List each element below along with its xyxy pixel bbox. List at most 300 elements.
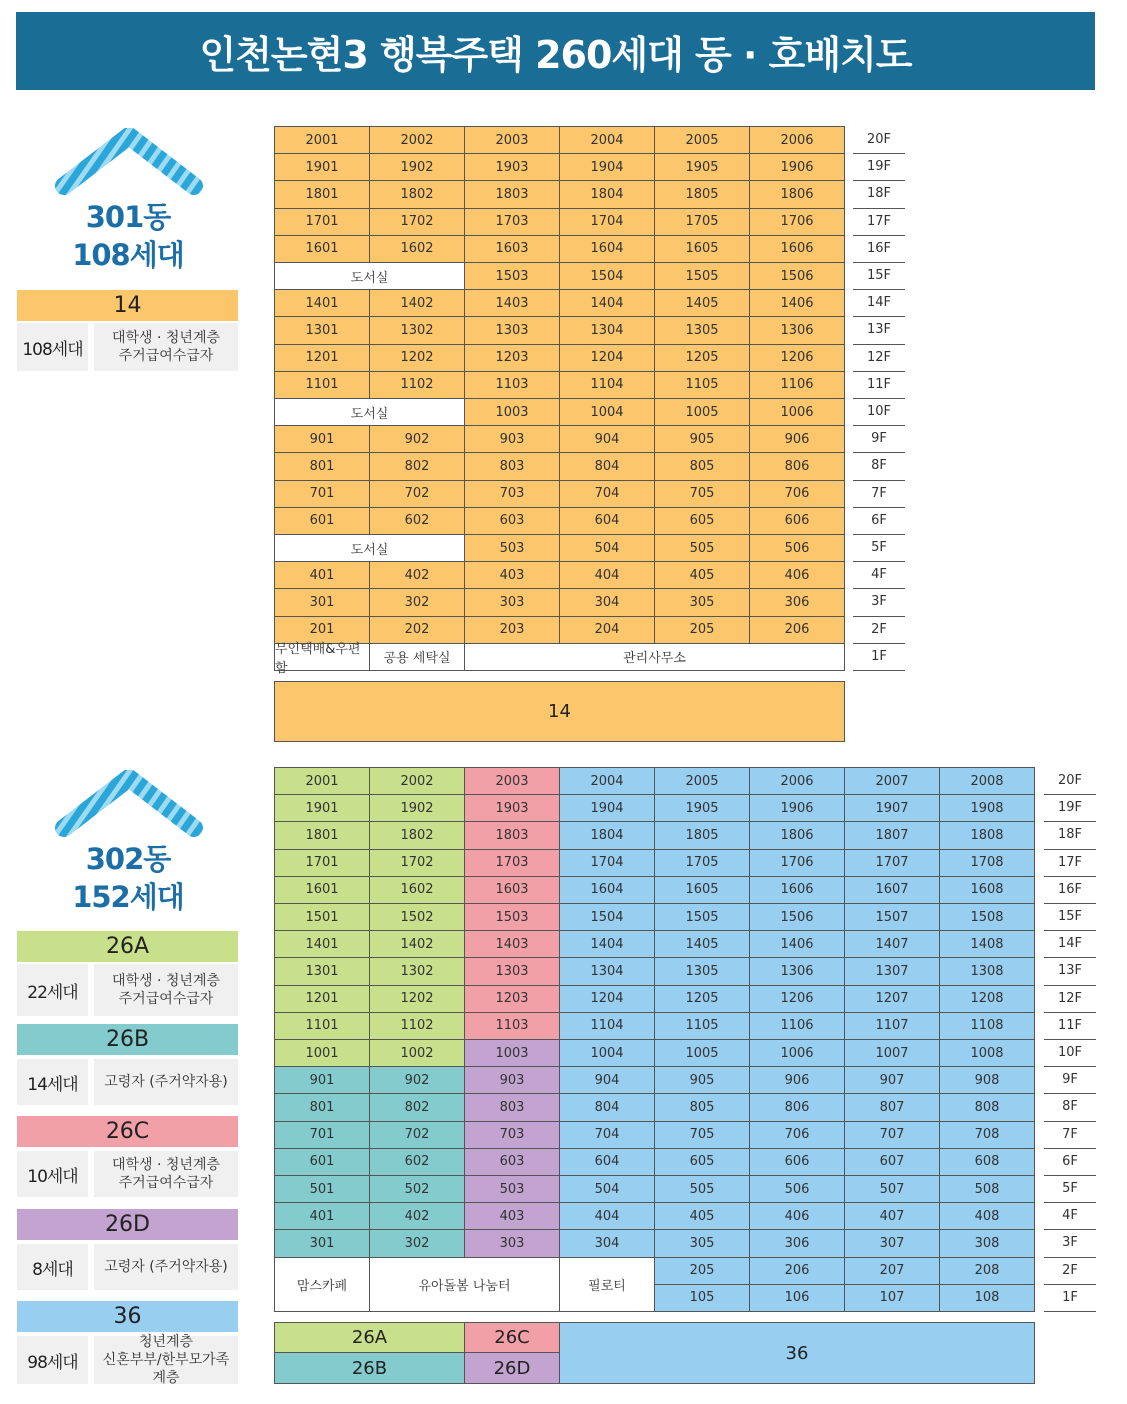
- unit-cell: 2003: [464, 767, 560, 795]
- unit-cell: 1501: [274, 903, 370, 931]
- unit-cell: 305: [654, 588, 750, 616]
- unit-cell: 305: [654, 1229, 750, 1257]
- unit-cell: 2001: [274, 767, 370, 795]
- unit-cell: 302: [369, 588, 465, 616]
- unit-cell: 1205: [654, 985, 750, 1013]
- floor-label: 5F: [853, 534, 905, 562]
- unit-cell: 1204: [559, 344, 655, 372]
- type-26a-footprint: 26A: [274, 1322, 465, 1353]
- unit-cell: 705: [654, 480, 750, 508]
- floor-label: 17F: [853, 208, 905, 236]
- unit-cell: 1608: [939, 876, 1035, 904]
- unit-cell: 1601: [274, 876, 370, 904]
- unit-cell: 904: [559, 425, 655, 453]
- type-26d-footprint: 26D: [464, 1352, 560, 1384]
- floor-label: 18F: [1044, 821, 1096, 849]
- unit-cell: 1703: [464, 208, 560, 236]
- unit-cell: 1706: [749, 849, 845, 877]
- unit-cell: 1203: [464, 344, 560, 372]
- unit-cell: 902: [369, 1066, 465, 1094]
- unit-cell: 905: [654, 425, 750, 453]
- floor-label: 20F: [853, 126, 905, 154]
- building-households: 152세대: [72, 880, 184, 914]
- unit-cell: 806: [749, 1093, 845, 1121]
- unit-cell: 1207: [844, 985, 940, 1013]
- unit-cell: 1104: [559, 1012, 655, 1040]
- type-36-footprint: 36: [559, 1322, 1035, 1384]
- unit-cell: 1301: [274, 316, 370, 344]
- floor-label: 1F: [853, 643, 905, 671]
- floor-label: 6F: [1044, 1148, 1096, 1176]
- library-room: 도서실: [274, 398, 465, 426]
- unit-cell: 405: [654, 561, 750, 589]
- unit-cell: 1306: [749, 316, 845, 344]
- unit-cell: 1503: [464, 262, 560, 290]
- floor-label: 7F: [1044, 1121, 1096, 1149]
- unit-cell: 508: [939, 1175, 1035, 1203]
- unit-cell: 1805: [654, 180, 750, 208]
- unit-cell: 706: [749, 1121, 845, 1149]
- unit-cell: 1905: [654, 153, 750, 181]
- unit-cell: 705: [654, 1121, 750, 1149]
- page-title: 인천논현3 행복주택 260세대 동 · 호배치도: [16, 12, 1095, 90]
- unit-cell: 1303: [464, 957, 560, 985]
- unit-cell: 1705: [654, 849, 750, 877]
- unit-cell: 606: [749, 507, 845, 535]
- unit-cell: 1605: [654, 235, 750, 263]
- floor-label: 14F: [1044, 930, 1096, 958]
- unit-cell: 1906: [749, 153, 845, 181]
- unit-cell: 1403: [464, 289, 560, 317]
- facility-room: 공용 세탁실: [369, 643, 465, 671]
- unit-cell: 1203: [464, 985, 560, 1013]
- facility-room: 무인택배&우편함: [274, 643, 370, 671]
- unit-cell: 1508: [939, 903, 1035, 931]
- unit-cell: 1803: [464, 180, 560, 208]
- unit-cell: 406: [749, 1202, 845, 1230]
- unit-cell: 304: [559, 1229, 655, 1257]
- moms-cafe: 맘스카페: [274, 1257, 370, 1312]
- unit-cell: 606: [749, 1148, 845, 1176]
- unit-cell: 701: [274, 1121, 370, 1149]
- floor-label: 3F: [853, 588, 905, 616]
- unit-cell: 801: [274, 1093, 370, 1121]
- unit-cell: 1602: [369, 876, 465, 904]
- unit-cell: 1902: [369, 794, 465, 822]
- unit-cell: 1505: [654, 903, 750, 931]
- unit-cell: 1804: [559, 821, 655, 849]
- facility-room: 관리사무소: [464, 643, 845, 671]
- unit-cell: 1603: [464, 876, 560, 904]
- unit-cell: 1301: [274, 957, 370, 985]
- building-name: 302동: [85, 842, 171, 876]
- unit-description: [94, 1244, 238, 1290]
- unit-count: 108세대: [17, 323, 88, 371]
- unit-description-line: 주거급여수급자: [118, 991, 214, 1007]
- unit-cell: 1101: [274, 371, 370, 399]
- unit-cell: 801: [274, 452, 370, 480]
- unit-cell: 1708: [939, 849, 1035, 877]
- unit-cell: 908: [939, 1066, 1035, 1094]
- unit-cell: 1103: [464, 1012, 560, 1040]
- unit-cell: 1607: [844, 876, 940, 904]
- unit-cell: 901: [274, 1066, 370, 1094]
- floor-label: 5F: [1044, 1175, 1096, 1203]
- unit-cell: 1802: [369, 821, 465, 849]
- floor-label: 16F: [1044, 876, 1096, 904]
- unit-cell: 906: [749, 425, 845, 453]
- unit-cell: 1604: [559, 876, 655, 904]
- unit-cell: 703: [464, 1121, 560, 1149]
- unit-cell: 1102: [369, 1012, 465, 1040]
- unit-cell: 802: [369, 1093, 465, 1121]
- unit-cell: 1807: [844, 821, 940, 849]
- unit-type-label: 14: [17, 290, 238, 321]
- floor-label: 3F: [1044, 1229, 1096, 1257]
- unit-cell: 506: [749, 534, 845, 562]
- floor-label: 12F: [853, 344, 905, 372]
- unit-cell: 602: [369, 507, 465, 535]
- unit-type-label: 36: [17, 1301, 238, 1332]
- unit-cell: 1606: [749, 235, 845, 263]
- unit-cell: 401: [274, 1202, 370, 1230]
- unit-cell: 603: [464, 1148, 560, 1176]
- unit-cell: 806: [749, 452, 845, 480]
- unit-description: [94, 1059, 238, 1105]
- unit-description-line: 청년계층: [138, 1334, 194, 1350]
- unit-cell: 1007: [844, 1039, 940, 1067]
- unit-cell: 1204: [559, 985, 655, 1013]
- unit-cell: 1606: [749, 876, 845, 904]
- unit-cell: 1506: [749, 262, 845, 290]
- unit-cell: 605: [654, 1148, 750, 1176]
- unit-cell: 607: [844, 1148, 940, 1176]
- floor-label: 2F: [1044, 1257, 1096, 1285]
- unit-cell: 1903: [464, 794, 560, 822]
- unit-cell: 1705: [654, 208, 750, 236]
- unit-cell: 1901: [274, 153, 370, 181]
- unit-cell: 604: [559, 507, 655, 535]
- unit-description: [94, 1336, 238, 1384]
- floor-label: 6F: [853, 507, 905, 535]
- unit-cell: 805: [654, 1093, 750, 1121]
- unit-cell: 1206: [749, 344, 845, 372]
- unit-cell: 302: [369, 1229, 465, 1257]
- unit-description-line: 주거급여수급자: [118, 348, 214, 364]
- unit-cell: 1804: [559, 180, 655, 208]
- unit-cell: 605: [654, 507, 750, 535]
- unit-count: 10세대: [17, 1151, 88, 1197]
- unit-cell: 807: [844, 1093, 940, 1121]
- unit-type-label: 26D: [17, 1209, 238, 1240]
- unit-cell: 903: [464, 1066, 560, 1094]
- unit-cell: 1002: [369, 1039, 465, 1067]
- unit-cell: 1005: [654, 398, 750, 426]
- unit-cell: 1603: [464, 235, 560, 263]
- unit-cell: 105: [654, 1284, 750, 1312]
- unit-cell: 2003: [464, 126, 560, 154]
- unit-cell: 1805: [654, 821, 750, 849]
- unit-cell: 303: [464, 1229, 560, 1257]
- unit-cell: 502: [369, 1175, 465, 1203]
- unit-cell: 501: [274, 1175, 370, 1203]
- floor-label: 11F: [1044, 1012, 1096, 1040]
- unit-type-label: 26A: [17, 931, 238, 962]
- unit-cell: 1908: [939, 794, 1035, 822]
- floor-label: 8F: [1044, 1093, 1096, 1121]
- unit-cell: 1104: [559, 371, 655, 399]
- unit-cell: 802: [369, 452, 465, 480]
- unit-cell: 404: [559, 561, 655, 589]
- unit-cell: 1005: [654, 1039, 750, 1067]
- unit-cell: 107: [844, 1284, 940, 1312]
- floor-label: 19F: [1044, 794, 1096, 822]
- unit-type-label: 26B: [17, 1024, 238, 1055]
- floor-label: 14F: [853, 289, 905, 317]
- unit-cell: 1305: [654, 316, 750, 344]
- unit-description-line: 주거급여수급자: [118, 1175, 214, 1191]
- unit-cell: 1701: [274, 208, 370, 236]
- unit-cell: 805: [654, 452, 750, 480]
- unit-cell: 1405: [654, 289, 750, 317]
- library-room: 도서실: [274, 262, 465, 290]
- unit-cell: 404: [559, 1202, 655, 1230]
- unit-cell: 1402: [369, 289, 465, 317]
- unit-cell: 1305: [654, 957, 750, 985]
- unit-cell: 907: [844, 1066, 940, 1094]
- unit-cell: 603: [464, 507, 560, 535]
- unit-cell: 1003: [464, 398, 560, 426]
- unit-cell: 706: [749, 480, 845, 508]
- unit-cell: 804: [559, 1093, 655, 1121]
- unit-cell: 1704: [559, 208, 655, 236]
- unit-cell: 1702: [369, 208, 465, 236]
- unit-cell: 401: [274, 561, 370, 589]
- unit-cell: 2007: [844, 767, 940, 795]
- unit-cell: 1008: [939, 1039, 1035, 1067]
- floor-label: 7F: [853, 480, 905, 508]
- unit-cell: 808: [939, 1093, 1035, 1121]
- unit-type-label: 26C: [17, 1116, 238, 1147]
- unit-cell: 1101: [274, 1012, 370, 1040]
- unit-cell: 704: [559, 480, 655, 508]
- unit-cell: 1107: [844, 1012, 940, 1040]
- type-26c-footprint: 26C: [464, 1322, 560, 1353]
- unit-cell: 1706: [749, 208, 845, 236]
- unit-cell: 402: [369, 1202, 465, 1230]
- unit-count: 14세대: [17, 1059, 88, 1105]
- unit-cell: 207: [844, 1257, 940, 1285]
- floor-label: 10F: [1044, 1039, 1096, 1067]
- unit-cell: 2005: [654, 767, 750, 795]
- floor-label: 4F: [1044, 1202, 1096, 1230]
- unit-cell: 1502: [369, 903, 465, 931]
- unit-cell: 1404: [559, 289, 655, 317]
- unit-cell: 604: [559, 1148, 655, 1176]
- floor-label: 13F: [1044, 957, 1096, 985]
- floor-label: 10F: [853, 398, 905, 426]
- unit-cell: 1806: [749, 180, 845, 208]
- unit-cell: 2006: [749, 126, 845, 154]
- unit-cell: 405: [654, 1202, 750, 1230]
- unit-cell: 1208: [939, 985, 1035, 1013]
- unit-cell: 2005: [654, 126, 750, 154]
- unit-cell: 206: [749, 616, 845, 644]
- unit-cell: 204: [559, 616, 655, 644]
- unit-cell: 203: [464, 616, 560, 644]
- unit-description: [94, 1151, 238, 1197]
- unit-cell: 1006: [749, 1039, 845, 1067]
- unit-cell: 504: [559, 1175, 655, 1203]
- unit-cell: 205: [654, 1257, 750, 1285]
- unit-cell: 1401: [274, 289, 370, 317]
- unit-cell: 1006: [749, 398, 845, 426]
- unit-cell: 2006: [749, 767, 845, 795]
- floor-label: 18F: [853, 180, 905, 208]
- roof-icon: [54, 770, 204, 840]
- unit-description: [94, 323, 238, 371]
- unit-cell: 903: [464, 425, 560, 453]
- unit-description-line: 대학생 · 청년계층: [111, 330, 221, 346]
- unit-cell: 406: [749, 561, 845, 589]
- unit-cell: 905: [654, 1066, 750, 1094]
- unit-cell: 507: [844, 1175, 940, 1203]
- floor-label: 13F: [853, 316, 905, 344]
- unit-description-line: 대학생 · 청년계층: [111, 1157, 221, 1173]
- unit-cell: 1302: [369, 957, 465, 985]
- floor-label: 1F: [1044, 1284, 1096, 1312]
- unit-cell: 1806: [749, 821, 845, 849]
- unit-cell: 1903: [464, 153, 560, 181]
- unit-cell: 1406: [749, 289, 845, 317]
- unit-cell: 403: [464, 561, 560, 589]
- unit-description-line: 고령자 (주거약자용): [104, 1259, 228, 1275]
- unit-cell: 403: [464, 1202, 560, 1230]
- unit-cell: 2008: [939, 767, 1035, 795]
- unit-cell: 1605: [654, 876, 750, 904]
- floor-label: 20F: [1044, 767, 1096, 795]
- floor-label: 12F: [1044, 985, 1096, 1013]
- unit-cell: 201: [274, 616, 370, 644]
- unit-cell: 2001: [274, 126, 370, 154]
- unit-count: 98세대: [17, 1336, 88, 1384]
- unit-cell: 408: [939, 1202, 1035, 1230]
- unit-cell: 1307: [844, 957, 940, 985]
- building-households: 108세대: [72, 238, 184, 272]
- unit-cell: 1303: [464, 316, 560, 344]
- unit-description-line: 고령자 (주거약자용): [104, 1074, 228, 1090]
- unit-cell: 1504: [559, 262, 655, 290]
- unit-cell: 1001: [274, 1039, 370, 1067]
- unit-cell: 708: [939, 1121, 1035, 1149]
- unit-cell: 1202: [369, 344, 465, 372]
- unit-cell: 505: [654, 534, 750, 562]
- unit-cell: 707: [844, 1121, 940, 1149]
- unit-cell: 1904: [559, 794, 655, 822]
- unit-count: 22세대: [17, 964, 88, 1016]
- unit-cell: 1906: [749, 794, 845, 822]
- floor-label: 16F: [853, 235, 905, 263]
- unit-cell: 106: [749, 1284, 845, 1312]
- floor-label: 9F: [1044, 1066, 1096, 1094]
- building-name: 301동: [85, 200, 171, 234]
- floor-label: 2F: [853, 616, 905, 644]
- unit-cell: 1405: [654, 930, 750, 958]
- unit-cell: 202: [369, 616, 465, 644]
- unit-cell: 1306: [749, 957, 845, 985]
- unit-cell: 108: [939, 1284, 1035, 1312]
- unit-cell: 1503: [464, 903, 560, 931]
- unit-cell: 1401: [274, 930, 370, 958]
- unit-cell: 1801: [274, 180, 370, 208]
- unit-cell: 902: [369, 425, 465, 453]
- unit-cell: 301: [274, 1229, 370, 1257]
- unit-cell: 1304: [559, 957, 655, 985]
- unit-cell: 904: [559, 1066, 655, 1094]
- unit-cell: 1308: [939, 957, 1035, 985]
- unit-cell: 208: [939, 1257, 1035, 1285]
- unit-cell: 2002: [369, 126, 465, 154]
- unit-cell: 1105: [654, 371, 750, 399]
- unit-cell: 1406: [749, 930, 845, 958]
- unit-cell: 1304: [559, 316, 655, 344]
- unit-cell: 1601: [274, 235, 370, 263]
- unit-cell: 1802: [369, 180, 465, 208]
- unit-description-line: 대학생 · 청년계층: [111, 973, 221, 989]
- unit-cell: 205: [654, 616, 750, 644]
- unit-cell: 2004: [559, 126, 655, 154]
- unit-cell: 1702: [369, 849, 465, 877]
- unit-cell: 2002: [369, 767, 465, 795]
- unit-cell: 702: [369, 1121, 465, 1149]
- unit-cell: 1004: [559, 1039, 655, 1067]
- unit-cell: 1801: [274, 821, 370, 849]
- unit-cell: 1201: [274, 344, 370, 372]
- unit-cell: 407: [844, 1202, 940, 1230]
- unit-cell: 1703: [464, 849, 560, 877]
- unit-cell: 306: [749, 588, 845, 616]
- unit-cell: 1404: [559, 930, 655, 958]
- unit-cell: 608: [939, 1148, 1035, 1176]
- unit-cell: 1102: [369, 371, 465, 399]
- unit-cell: 503: [464, 1175, 560, 1203]
- piloti: 필로티: [559, 1257, 655, 1312]
- unit-cell: 1701: [274, 849, 370, 877]
- unit-cell: 1106: [749, 371, 845, 399]
- floor-label: 17F: [1044, 849, 1096, 877]
- unit-cell: 1407: [844, 930, 940, 958]
- unit-cell: 1707: [844, 849, 940, 877]
- unit-cell: 1506: [749, 903, 845, 931]
- unit-count: 8세대: [17, 1244, 88, 1290]
- unit-cell: 1901: [274, 794, 370, 822]
- unit-cell: 402: [369, 561, 465, 589]
- unit-cell: 2004: [559, 767, 655, 795]
- unit-cell: 804: [559, 452, 655, 480]
- unit-cell: 1302: [369, 316, 465, 344]
- unit-cell: 906: [749, 1066, 845, 1094]
- unit-cell: 803: [464, 1093, 560, 1121]
- unit-cell: 1003: [464, 1039, 560, 1067]
- unit-cell: 1704: [559, 849, 655, 877]
- childcare-room: 유아돌봄 나눔터: [369, 1257, 560, 1312]
- unit-cell: 901: [274, 425, 370, 453]
- unit-cell: 1408: [939, 930, 1035, 958]
- unit-cell: 206: [749, 1257, 845, 1285]
- unit-cell: 303: [464, 588, 560, 616]
- unit-description-line: 신혼부부/한부모가족 계층: [102, 1352, 230, 1386]
- unit-cell: 308: [939, 1229, 1035, 1257]
